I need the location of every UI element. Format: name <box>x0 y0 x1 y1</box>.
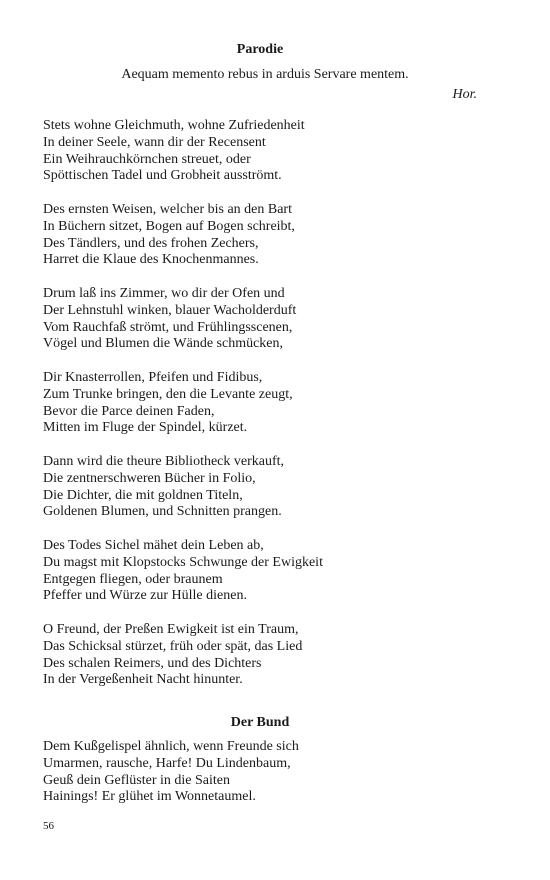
motto-attribution: Hor. <box>452 87 477 102</box>
verse-line: Entgegen fliegen, oder braunem <box>43 571 223 587</box>
verse-line: Die zentnerschweren Bücher in Folio, <box>43 470 256 486</box>
verse-line: Umarmen, rausche, Harfe! Du Lindenbaum, <box>43 755 291 771</box>
verse-line: Harret die Klaue des Knochenmannes. <box>43 252 259 268</box>
poem-motto: Aequam memento rebus in arduis Servare mentem. <box>121 67 409 82</box>
verse-line: In deiner Seele, wann dir der Recensent <box>43 134 266 150</box>
stanza-7 <box>43 622 503 689</box>
verse-line: Dir Knasterrollen, Pfeifen und Fidibus, <box>43 370 263 385</box>
poem-title: Der Bund <box>230 715 290 730</box>
stanza-1 <box>43 739 503 806</box>
verse-line: Des Todes Sichel mähet dein Leben ab, <box>43 538 264 553</box>
verse-line: Du magst mit Klopstocks Schwunge der Ewigkeit <box>43 554 323 570</box>
verse-line: Ein Weihrauchkörnchen streuet, oder <box>43 151 251 167</box>
stanza-5 <box>43 454 503 521</box>
verse-line: Dem Kußgelispel ähnlich, wenn Freunde sich <box>43 739 299 754</box>
verse-line: Dann wird die theure Bibliotheck verkauft, <box>43 454 285 469</box>
page-number: 56 <box>43 820 54 832</box>
verse-line: Die Dichter, die mit goldnen Titeln, <box>43 487 243 503</box>
verse-line: Pfeffer und Würze zur Hülle dienen. <box>43 588 247 604</box>
verse-line: Vom Rauchfaß strömt, und Frühlingsscenen, <box>43 319 293 335</box>
verse-line: Zum Trunke bringen, den die Levante zeugt, <box>43 386 293 402</box>
verse-line: Mitten im Fluge der Spindel, kürzet. <box>43 420 248 436</box>
verse-line: Des Tändlers, und des frohen Zechers, <box>43 235 259 251</box>
stanza-1 <box>43 118 503 185</box>
verse-line: Hainings! Er glühet im Wonnetaumel. <box>43 789 256 805</box>
verse-line: Das Schicksal stürzet, früh oder spät, das Lied <box>43 638 303 654</box>
poem-title: Parodie <box>236 42 284 57</box>
stanza-3 <box>43 286 503 353</box>
verse-line: In der Vergeßenheit Nacht hinunter. <box>43 672 243 688</box>
verse-line: In Büchern sitzet, Bogen auf Bogen schreibt, <box>43 218 295 234</box>
verse-line: O Freund, der Preßen Ewigkeit ist ein Traum, <box>43 622 299 637</box>
verse-line: Drum laß ins Zimmer, wo dir der Ofen und <box>43 286 285 301</box>
verse-line: Des schalen Reimers, und des Dichters <box>43 655 262 671</box>
verse-line: Der Lehnstuhl winken, blauer Wacholderduft <box>43 302 297 318</box>
verse-line: Des ernsten Weisen, welcher bis an den Bart <box>43 202 292 217</box>
verse-line: Stets wohne Gleichmuth, wohne Zufriedenheit <box>43 118 305 133</box>
verse-line: Bevor die Parce deinen Faden, <box>43 403 215 419</box>
stanza-4 <box>43 370 503 437</box>
verse-line: Vögel und Blumen die Wände schmücken, <box>43 336 284 352</box>
verse-line: Goldenen Blumen, und Schnitten prangen. <box>43 504 282 520</box>
verse-line: Geuß dein Geflüster in die Saiten <box>43 772 231 788</box>
stanza-2 <box>43 202 503 269</box>
verse-line: Spöttischen Tadel und Grobheit ausströmt. <box>43 168 282 184</box>
stanza-6 <box>43 538 503 605</box>
